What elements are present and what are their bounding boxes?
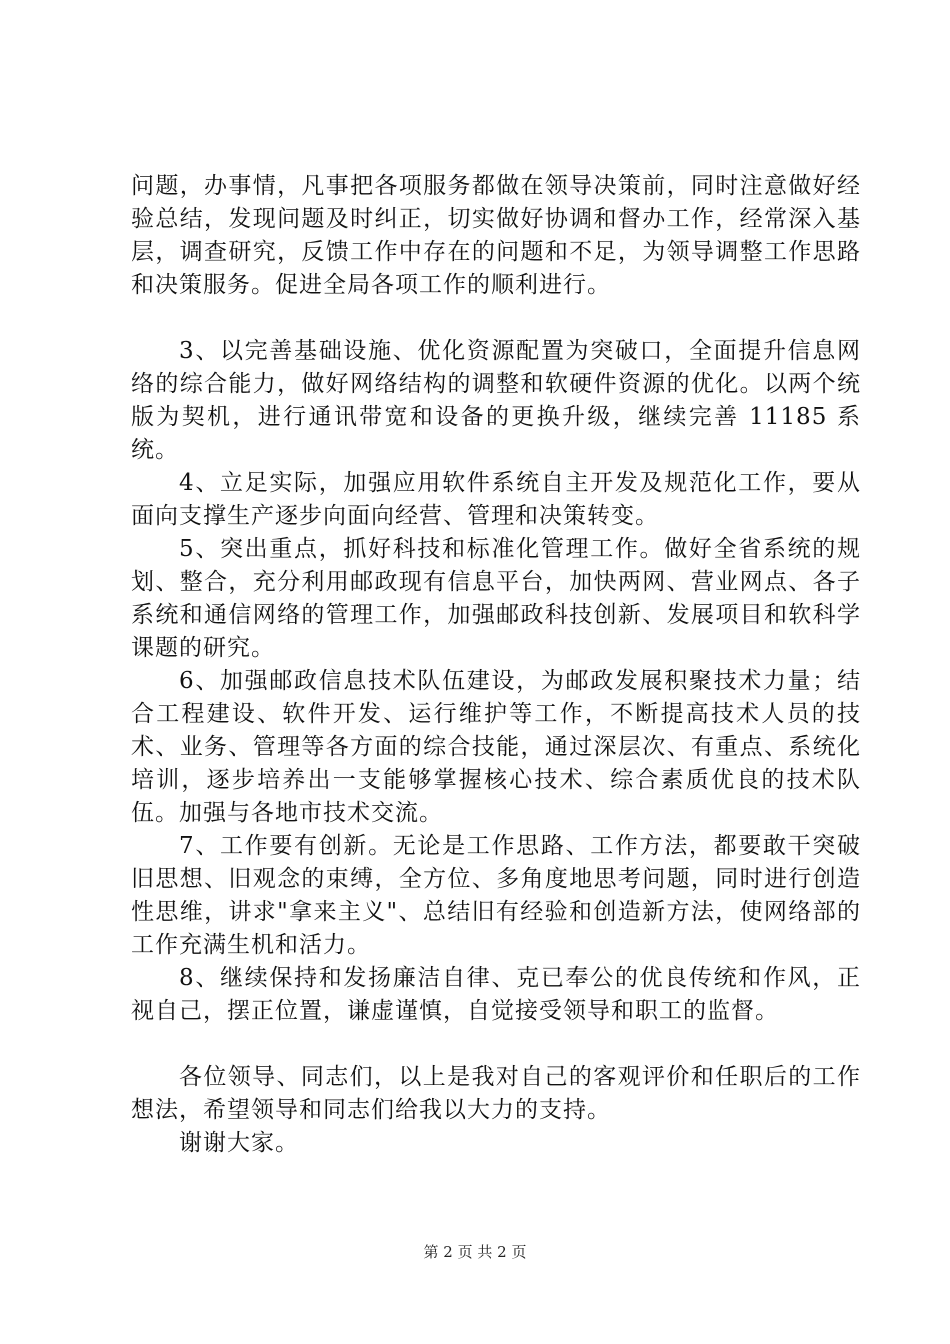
paragraph-thanks: 谢谢大家。	[179, 1130, 299, 1156]
paragraph-item-4: 4、立足实际，加强应用软件系统自主开发及规范化工作，要从面向支撑生产逐步向面向经营、管理和决策转变。	[131, 470, 861, 529]
page-number-footer: 第 2 页 共 2 页	[423, 1243, 527, 1261]
paragraph-item-5: 5、突出重点，抓好科技和标准化管理工作。做好全省系统的规划、整合，充分利用邮政现有信息平台，加快两网、营业网点、各子系统和通信网络的管理工作，加强邮政科技创新、发展项目和软科学课题的研究。	[131, 536, 861, 661]
paragraph-item-6: 6、加强邮政信息技术队伍建设，为邮政发展积聚技术力量；结合工程建设、软件开发、运行维护等工作，不断提高技术人员的技术、业务、管理等各方面的综合技能，通过深层次、有重点、系统化培训，逐步培养出一支能够掌握核心技术、综合素质优良的技术队伍。加强与各地市技术交流。	[131, 668, 861, 826]
document-body	[131, 170, 861, 1160]
paragraph-item-8: 8、继续保持和发扬廉洁自律、克已奉公的优良传统和作风，正视自己，摆正位置，谦虚谨慎，自觉接受领导和职工的监督。	[131, 965, 861, 1024]
paragraph-closing: 各位领导、同志们，以上是我对自己的客观评价和任职后的工作想法，希望领导和同志们给我以大力的支持。	[131, 1064, 861, 1123]
paragraph-continuation: 问题，办事情，凡事把各项服务都做在领导决策前，同时注意做好经验总结，发现问题及时纠正，切实做好协调和督办工作，经常深入基层，调查研究，反馈工作中存在的问题和不足，为领导调整工作思路和决策服务。促进全局各项工作的顺利进行。	[131, 173, 861, 298]
paragraph-item-7: 7、工作要有创新。无论是工作思路、工作方法，都要敢干突破旧思想、旧观念的束缚，全方位、多角度地思考问题，同时进行创造性思维，讲求"拿来主义"、总结旧有经验和创造新方法，使网络部的工作充满生机和活力。	[131, 833, 861, 958]
paragraph-item-3: 3、以完善基础设施、优化资源配置为突破口，全面提升信息网络的综合能力，做好网络结构的调整和软硬件资源的优化。以两个统版为契机，进行通讯带宽和设备的更换升级，继续完善 11185 系统。	[131, 338, 861, 463]
